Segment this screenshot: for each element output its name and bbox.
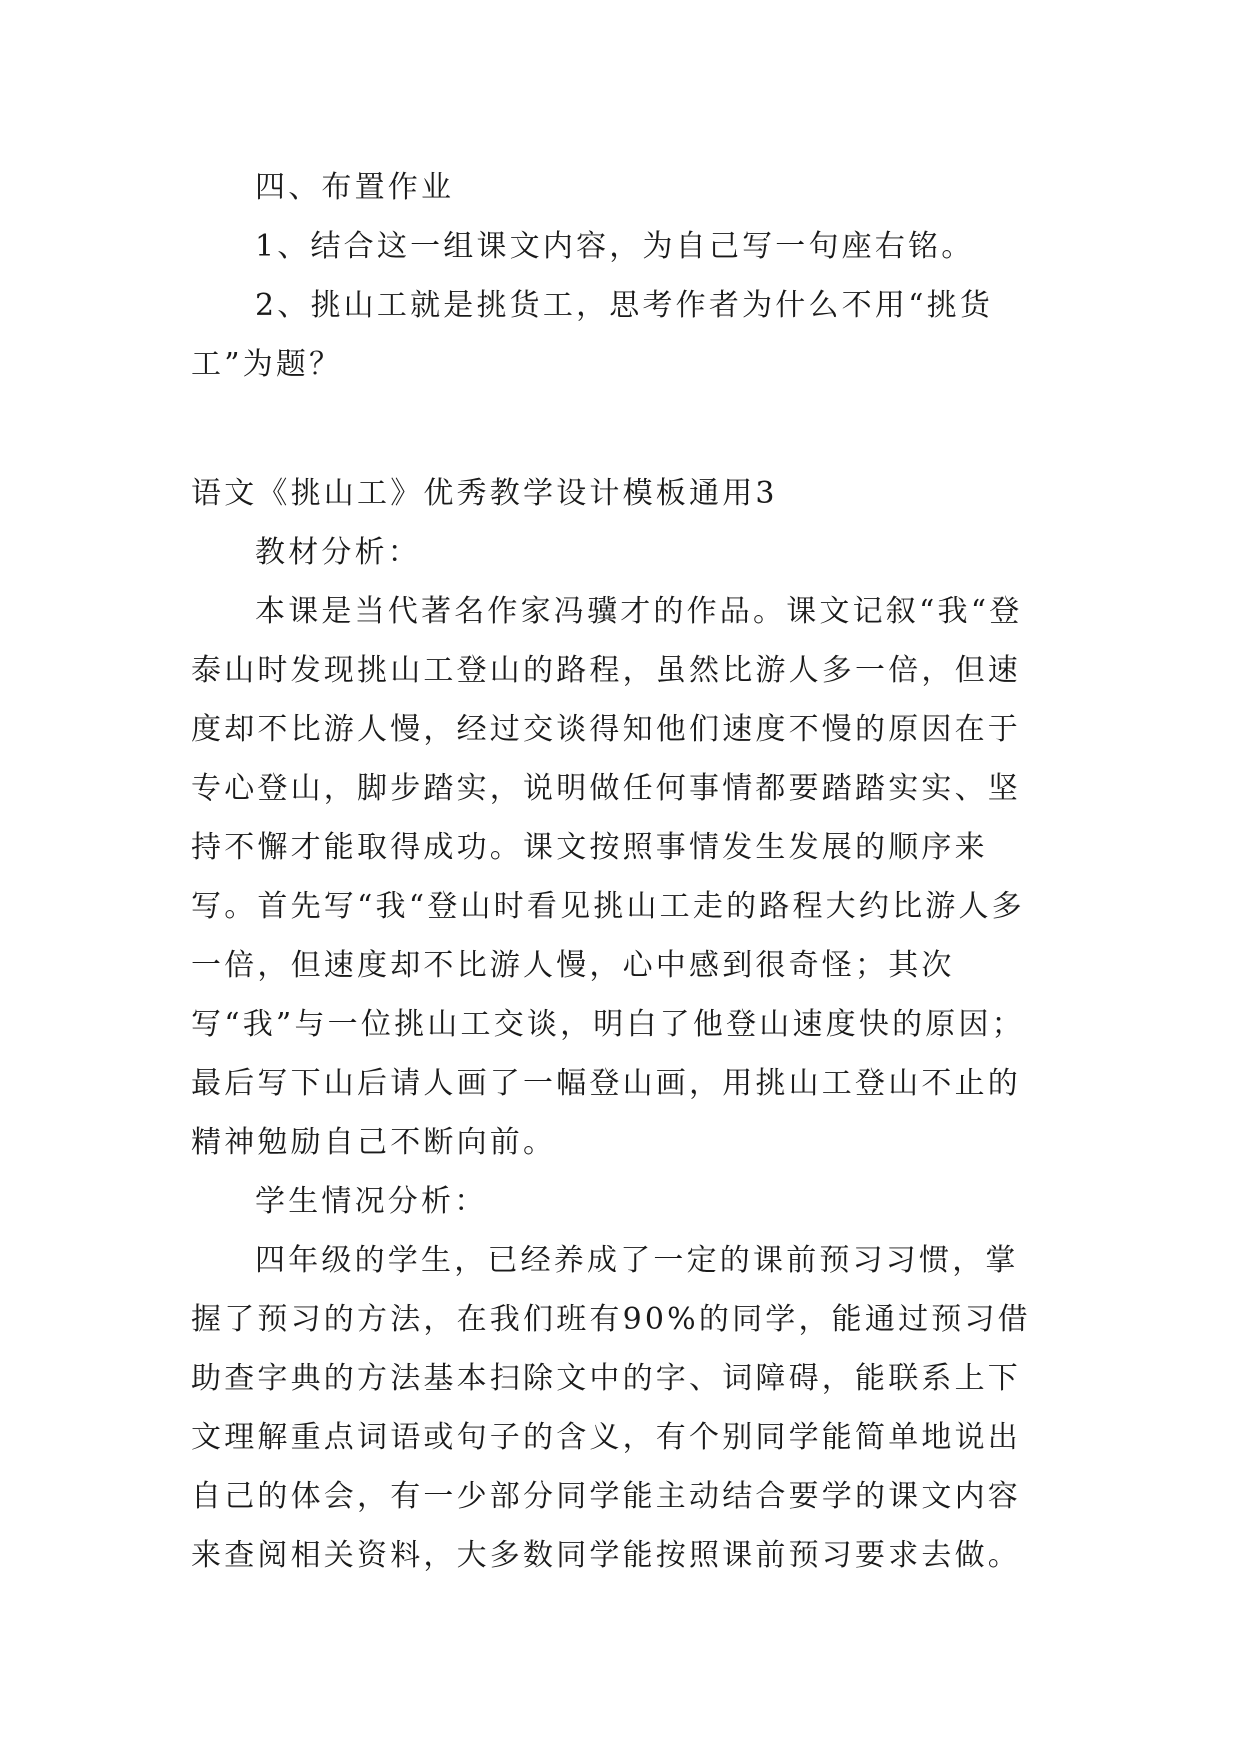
homework-heading: 四、布置作业 — [255, 170, 455, 205]
student-analysis-heading: 学生情况分析： — [255, 1184, 488, 1219]
homework-item-1: 1、结合这一组课文内容，为自己写一句座右铭。 — [255, 229, 975, 264]
document-body — [191, 158, 1051, 1585]
homework-item-2: 2、挑山工就是挑货工，思考作者为什么不用“挑货工”为题？ — [191, 288, 994, 382]
section-title: 语文《挑山工》优秀教学设计模板通用3 — [191, 476, 778, 511]
student-analysis-paragraph: 四年级的学生，已经养成了一定的课前预习习惯，掌握了预习的方法，在我们班有90%的同学，能通过预习借助查字典的方法基本扫除文中的字、词障碍，能联系上下文理解重点词语或句子的含义，有个别同学能简单地说出自己的体会，有一少部分同学能主动结合要学的课文内容来查阅相关资料，大多数同学能按照课前预习要求去做。 — [191, 1243, 1031, 1573]
textbook-analysis-paragraph: 本课是当代著名作家冯骥才的作品。课文记叙“我“登泰山时发现挑山工登山的路程，虽然比游人多一倍，但速度却不比游人慢，经过交谈得知他们速度不慢的原因在于专心登山，脚步踏实，说明做任何事情都要踏踏实实、坚持不懈才能取得成功。课文按照事情发生发展的顺序来写。首先写“我“登山时看见挑山工走的路程大约比游人多一倍，但速度却不比游人慢，心中感到很奇怪；其次写“我”与一位挑山工交谈，明白了他登山速度快的原因；最后写下山后请人画了一幅登山画，用挑山工登山不止的精神勉励自己不断向前。 — [191, 594, 1025, 1160]
textbook-analysis-heading: 教材分析： — [255, 535, 421, 570]
